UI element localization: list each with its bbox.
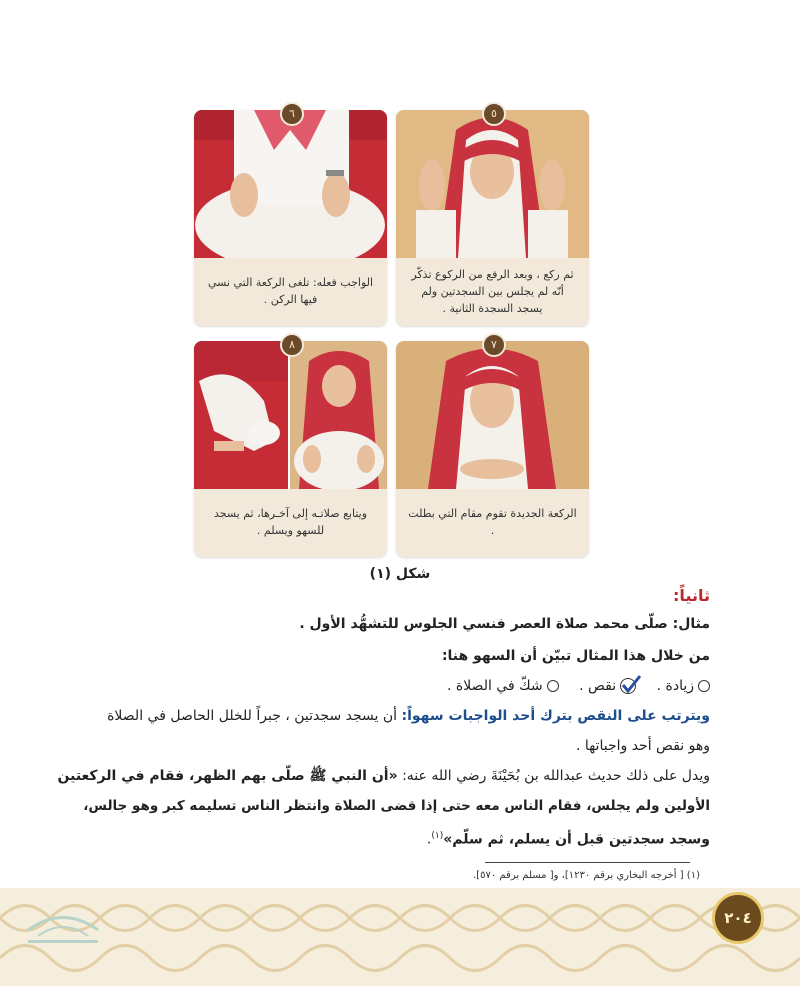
footnote-marker: (١): [431, 831, 444, 841]
option-label: زيادة .: [656, 678, 694, 694]
hadith-part-1: «أن النبي ﷺ صلّى بهم الظهر، فقام في الركعتين: [57, 768, 398, 784]
hadith-part-2: الأولين ولم يجلس، فقام الناس معه حتى إذا قضى الصلاة وانتظر الناس تسليمه كبر وهو جالس،: [83, 798, 710, 814]
page-number-badge: ٢٠٤: [712, 892, 764, 944]
decorative-border: [0, 888, 800, 986]
figure-caption: ثم ركع ، وبعد الرفع من الركوع تذكّر أنّه لم يجلس بين السجدتين ولم يسجد السجدة الثانية .: [411, 267, 574, 315]
figure-card-8: [194, 338, 387, 557]
figure-card-6: [194, 107, 387, 326]
rule-line-2: وهو نقص أحد واجباتها .: [575, 738, 710, 754]
option-increase[interactable]: [657, 674, 710, 698]
checkmark-icon: [620, 674, 642, 696]
radio-circle[interactable]: [698, 680, 710, 692]
figure-caption: ويتابع صلاتـه إلى آخـرها، ثم يسجد للسهو ويسلم .: [213, 507, 368, 537]
figure-title: شكل (١): [369, 566, 431, 582]
rule-paragraph: [40, 704, 710, 728]
figure-number-badge: ٦: [280, 102, 304, 126]
answer-options: [40, 674, 710, 698]
footnote-divider: [485, 862, 690, 863]
figure-number-badge: ٧: [482, 333, 506, 357]
checked-circle[interactable]: [620, 678, 636, 694]
option-decrease[interactable]: [579, 674, 636, 698]
figure-number-badge: ٥: [482, 102, 506, 126]
photo-prostration-and-sitting: [194, 341, 387, 489]
option-doubt[interactable]: [447, 674, 559, 698]
figure-card-5: [396, 107, 589, 326]
example-line: مثال: صلّى محمد صلاة العصر فنسي الجلوس للتشهُّد الأول .: [299, 616, 710, 632]
option-label: نقص .: [579, 678, 617, 694]
figure-caption: الواجب فعله: تلغى الركعة التي نسي فيها الركن .: [207, 276, 374, 306]
hadith-part-3: وسجد سجدتين قبل أن يسلم، ثم سلّم»: [443, 831, 710, 848]
photo-sitting-hands-on-knees: [194, 110, 387, 258]
evidence-intro: ويدل على ذلك حديث عبدالله بن بُحَيْنَةَ رضي الله عنه:: [402, 768, 710, 784]
section-heading: ثانياً:: [673, 586, 710, 605]
option-label: شكّ في الصلاة .: [446, 678, 543, 694]
end-period: .: [426, 831, 432, 848]
rule-lead: ويترتب على النقص بترك أحد الواجبات سهواً:: [401, 708, 710, 724]
photo-standing-hands-folded: [396, 341, 589, 489]
figure-caption: الركعة الجديدة تقوم مقام التي بطلت .: [408, 507, 577, 537]
ministry-logo: [18, 900, 108, 952]
hadith-line-3: [40, 824, 710, 852]
radio-circle[interactable]: [547, 680, 559, 692]
footnote-text: (١) [ أخرجه البخاري برقم ١٢٣٠]، و[ مسلم برقم ٥٧٠].: [472, 870, 700, 881]
figure-card-7: [396, 338, 589, 557]
question-line: من خلال هذا المثال تبيّن أن السهو هنا:: [441, 648, 710, 664]
photo-standing-hands-raised: [396, 110, 589, 258]
figure-number-badge: ٨: [280, 333, 304, 357]
evidence-line: [40, 764, 710, 788]
rule-rest: أن يسجد سجدتين ، جبراً للخلل الحاصل في الصلاة: [107, 708, 398, 724]
